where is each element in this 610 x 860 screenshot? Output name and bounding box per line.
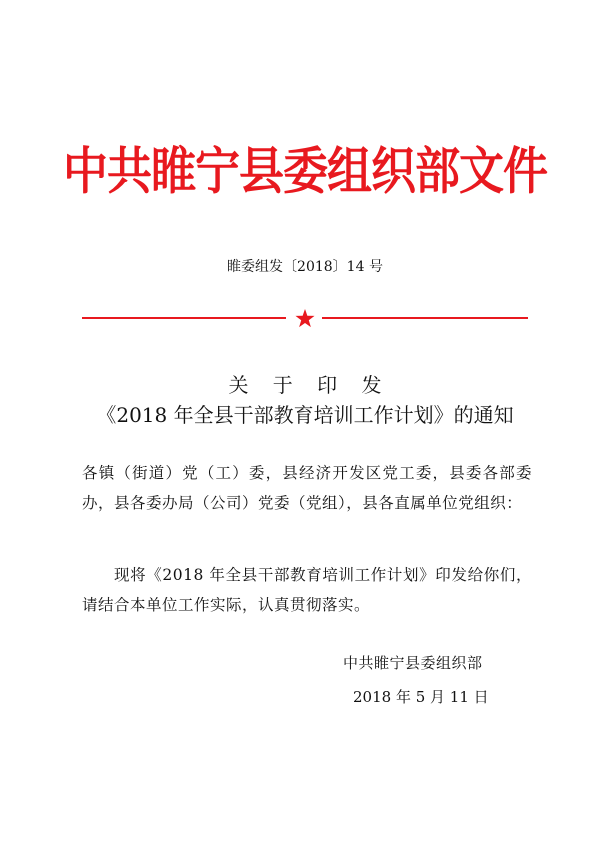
divider-line-right	[322, 317, 528, 319]
addressee: 各镇（街道）党（工）委，县经济开发区党工委，县委各部委办，县各委办局（公司）党委（党组），县各直属单位党组织：	[82, 464, 532, 512]
document-title-line2: 《2018 年全县干部教育培训工作计划》的通知	[96, 403, 514, 427]
red-divider	[82, 308, 528, 328]
document-number: 睢委组发〔2018〕14 号	[227, 259, 383, 275]
signature-date: 2018 年 5 月 11 日	[353, 688, 489, 706]
signature-organization: 中共睢宁县委组织部	[343, 654, 483, 672]
document-title-line1: 关 于 印 发	[228, 373, 391, 397]
body-text: 现将《2018 年全县干部教育培训工作计划》印发给你们，请结合本单位工作实际，认真贯彻落实。	[82, 566, 532, 614]
star-icon	[295, 308, 315, 328]
masthead-title: 中共睢宁县委组织部文件	[62, 141, 547, 201]
divider-line-left	[82, 317, 286, 319]
